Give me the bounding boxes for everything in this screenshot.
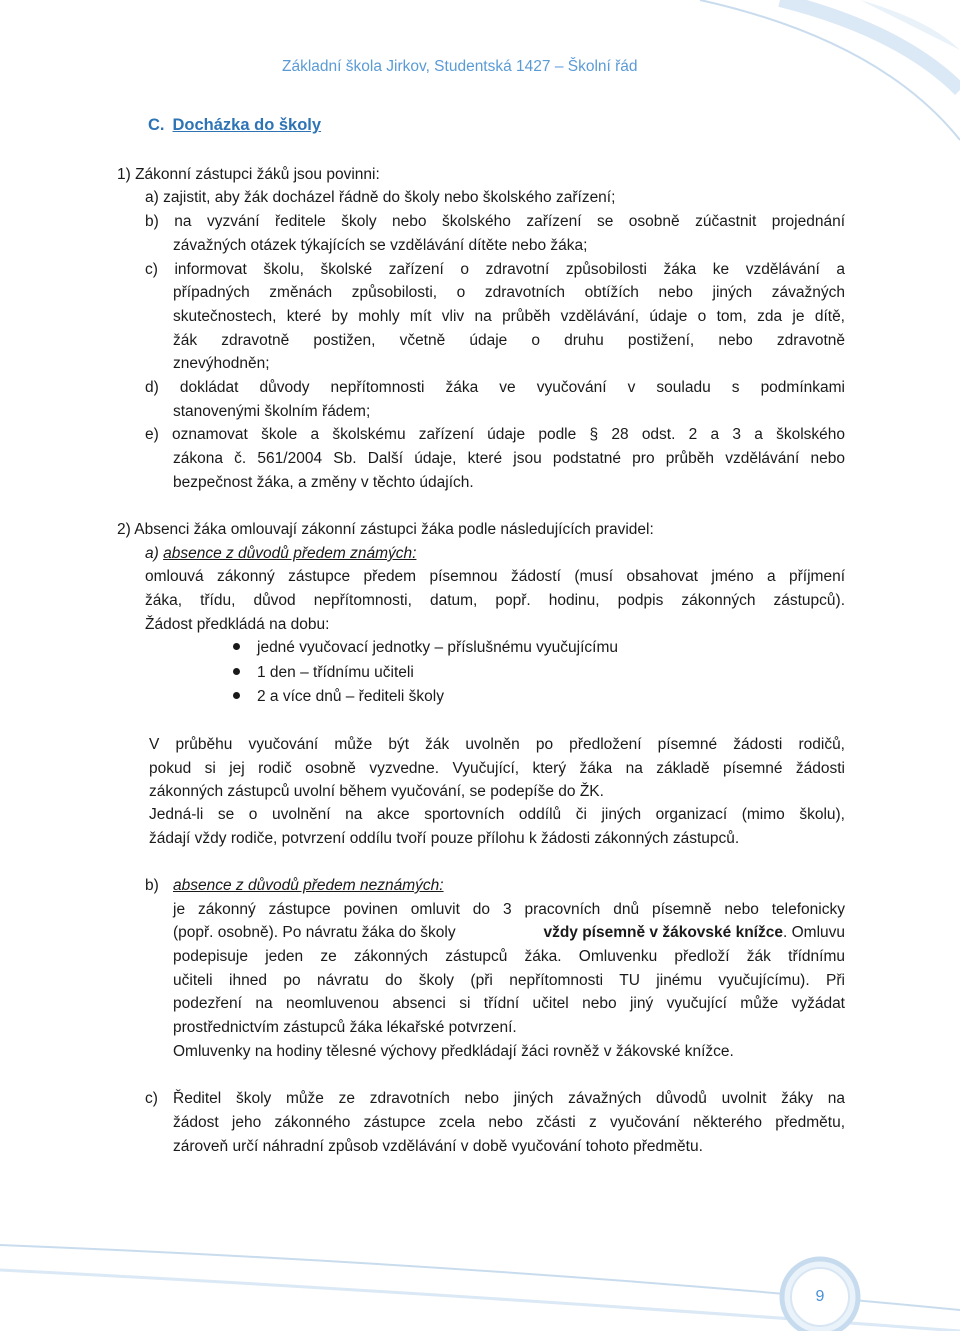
s2-b-text-line1: je zákonný zástupce povinen omluvit do 3 pracovních dnů písemně nebo telefonicky [173, 901, 845, 918]
s1-item-b-line2: závažných otázek týkajících se vzdělávání dítěte nebo žáka; [173, 237, 588, 254]
list-item: 2 a více dnů – řediteli školy [257, 688, 444, 705]
s2-a-heading [145, 542, 416, 566]
page-header: Základní škola Jirkov, Studentská 1427 – Školní řád [282, 58, 638, 75]
s2-b-text-line4: učiteli ihned po návratu do školy (při nepřítomnosti TU jinému vyučujícímu). Při [173, 972, 845, 989]
page-number: 9 [815, 1288, 825, 1305]
s2-a-prefix: a) [145, 545, 164, 562]
s2-release-line3: zákonných zástupců uvolní během vyučování, se podepíše do ŽK. [149, 783, 604, 800]
s1-item-a: a) zajistit, aby žák docházel řádně do školy nebo školského zařízení; [145, 189, 616, 206]
bullet-icon [233, 668, 240, 675]
s1-item-c-line1: c) informovat školu, školské zařízení o zdravotní způsobilosti žáka ke vzdělávání a [145, 261, 845, 278]
s1-item-c-line5: znevýhodněn; [173, 355, 270, 372]
section-heading [148, 116, 321, 135]
s1-item-e-line1: e) oznamovat škole a školskému zařízení údaje podle § 28 odst. 2 a 3 a školského [145, 426, 845, 443]
s2-a-title: absence z důvodů předem známých: [163, 545, 417, 562]
s2-a-text-line1: omlouvá zákonný zástupce předem písemnou žádostí (musí obsahovat jméno a příjmení [145, 568, 845, 585]
s1-item-c-line3: skutečnostech, které by mohly mít vliv na průběh vzdělávání, údaje o tom, zda je dítě, [173, 308, 845, 325]
s2-intro: 2) Absenci žáka omlouvají zákonní zástupci žáka podle následujících pravidel: [117, 521, 654, 538]
s2-release-line1: V průběhu vyučování může být žák uvolněn po předložení písemné žádosti rodičů, [149, 736, 845, 753]
list-item: jedné vyučovací jednotky – příslušnému vyučujícímu [257, 639, 618, 656]
s1-intro: 1) Zákonní zástupci žáků jsou povinni: [117, 166, 380, 183]
s2-b-emphasis: vždy písemně v žákovské knížce [543, 924, 783, 941]
list-item: 1 den – třídnímu učiteli [257, 664, 414, 681]
s2-b-text-line2-rest [543, 921, 845, 945]
s2-c-text-line1: Ředitel školy může ze zdravotních nebo jiných závažných důvodů uvolnit žáky na [173, 1090, 845, 1107]
s1-item-c-line4: žák zdravotně postižen, včetně údaje o druhu postižení, nebo zdravotně [173, 332, 845, 349]
s2-c-text-line2: žádost jeho zákonného zástupce zcela nebo zčásti z vyučování některého předmětu, [173, 1114, 845, 1131]
bullet-icon [233, 692, 240, 699]
s2-c-prefix: c) [145, 1090, 158, 1107]
section-letter: C. [148, 116, 165, 134]
s2-b-prefix: b) [145, 877, 159, 894]
s2-a-text-line2: žáka, třídu, důvod nepřítomnosti, datum, popř. hodinu, podpis zákonných zástupců). [145, 592, 845, 609]
s2-c-text-line3: zároveň určí náhradní způsob vzdělávání v době vyučování tohoto předmětu. [173, 1138, 703, 1155]
s2-b-text-line2 [173, 921, 845, 945]
s2-release-line2: pokud si jej rodič osobně vyzvedne. Vyučující, který žáka na základě písemné žádosti [149, 760, 845, 777]
s2-a-text-line3: Žádost předkládá na dobu: [145, 616, 330, 633]
s2-b-title: absence z důvodů předem neznámých: [173, 877, 444, 894]
s2-b-text-line7: Omluvenky na hodiny tělesné výchovy předkládají žáci rovněž v žákovské knížce. [173, 1043, 734, 1060]
s1-item-c-line2: případných změnách způsobilosti, o zdravotních obtížích nebo jiných závažných [173, 284, 845, 301]
s2-b-text-line2-end: . Omluvu [782, 924, 845, 941]
s1-item-d-line1: d) dokládat důvody nepřítomnosti žáka ve vyučování v souladu s podmínkami [145, 379, 845, 396]
s1-item-e-line3: bezpečnost žáka, a změny v těchto údajích. [173, 474, 474, 491]
s2-b-text-line5: podezření na neomluvenou absenci si třídní učitel nebo jiný vyučující může vyžádat [173, 995, 845, 1012]
s2-release-line4: Jedná-li se o uvolnění na akce sportovních oddílů či jiných organizací (mimo školu), [149, 806, 845, 823]
section-title: Docházka do školy [172, 116, 322, 134]
s1-item-e-line2: zákona č. 561/2004 Sb. Další údaje, které jsou podstatné pro průběh vzdělávání nebo [173, 450, 845, 467]
s1-item-b-line1: b) na vyzvání ředitele školy nebo školského zařízení se osobně zúčastnit projednání [145, 213, 845, 230]
s2-b-text-line6: prostřednictvím zástupců žáka lékařské potvrzení. [173, 1019, 517, 1036]
s2-b-text-line2-start: (popř. osobně). Po návratu žáka do školy [173, 924, 460, 941]
s1-item-d-line2: stanovenými školním řádem; [173, 403, 371, 420]
s2-b-text-line3: podepisuje jeden ze zákonných zástupců žáka. Omluvenku předloží žák třídnímu [173, 948, 845, 965]
bullet-icon [233, 643, 240, 650]
s2-release-line5: žádají vždy rodiče, potvrzení oddílu tvoří pouze přílohu k žádosti zákonných zástupců. [149, 830, 740, 847]
